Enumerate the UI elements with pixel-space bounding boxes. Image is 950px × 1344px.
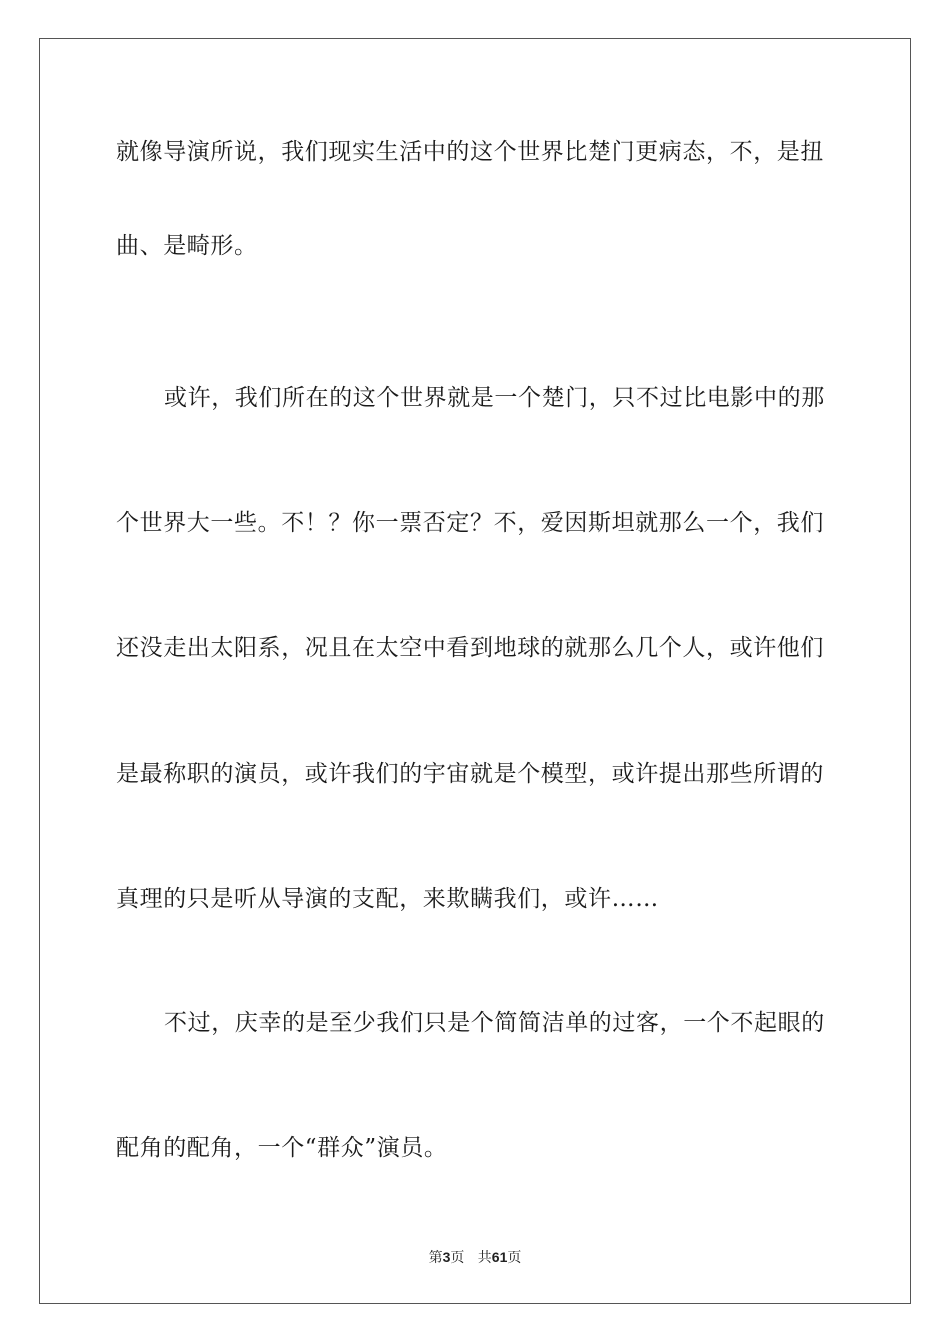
page-number: 3 bbox=[442, 1249, 451, 1265]
total-prefix: 共 bbox=[477, 1250, 492, 1266]
text-line-3: 或许，我们所在的这个世界就是一个楚门，只不过比电影中的那 bbox=[164, 385, 825, 411]
text-line-6: 是最称职的演员，或许我们的宇宙就是个模型，或许提出那些所谓的 bbox=[116, 761, 824, 787]
text-line-1: 就像导演所说，我们现实生活中的这个世界比楚门更病态，不，是扭 bbox=[116, 139, 824, 165]
page-footer bbox=[0, 1248, 950, 1267]
text-line-4: 个世界大一些。不！？你一票否定？不，爱因斯坦就那么一个，我们 bbox=[116, 510, 824, 536]
text-line-5: 还没走出太阳系，况且在太空中看到地球的就那么几个人，或许他们 bbox=[116, 635, 824, 661]
total-pages: 61 bbox=[491, 1249, 508, 1265]
text-line-2: 曲、是畸形。 bbox=[116, 233, 258, 259]
page-suffix: 页 bbox=[450, 1250, 465, 1266]
total-suffix: 页 bbox=[507, 1250, 522, 1266]
text-line-9: 配角的配角，一个“群众”演员。 bbox=[116, 1135, 448, 1161]
text-line-7: 真理的只是听从导演的支配，来欺瞒我们，或许…… bbox=[116, 886, 659, 912]
page-frame bbox=[39, 38, 911, 1304]
text-line-8: 不过，庆幸的是至少我们只是个简简洁单的过客，一个不起眼的 bbox=[164, 1010, 825, 1036]
page-prefix: 第 bbox=[428, 1250, 443, 1266]
